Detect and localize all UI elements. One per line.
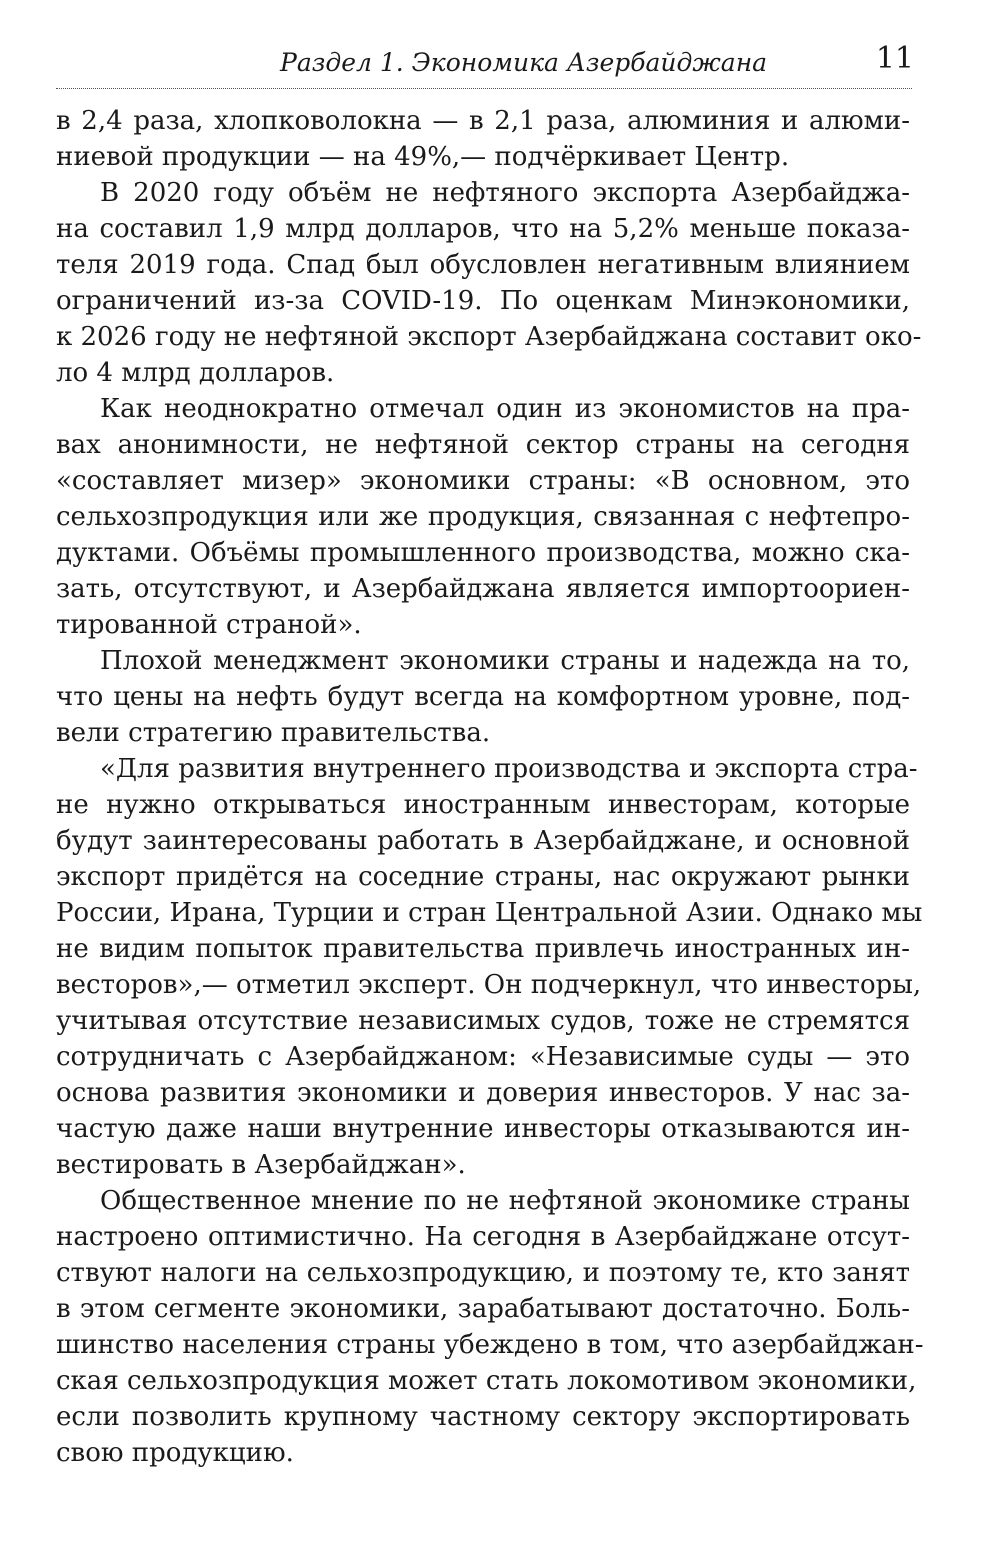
text-line: дуктами. Объёмы промышленного производства, можно ска- bbox=[56, 538, 910, 568]
text-line: не нужно открываться иностранным инвесторам, которые bbox=[56, 790, 910, 820]
text-line: вах анонимности, не нефтяной сектор страны на сегодня bbox=[56, 430, 910, 460]
paragraph bbox=[56, 391, 910, 643]
text-line: «Для развития внутреннего производства и экспорта стра- bbox=[100, 754, 918, 784]
text-line: настроено оптимистично. На сегодня в Азербайджане отсут- bbox=[56, 1222, 910, 1252]
text-line: Плохой менеджмент экономики страны и надежда на то, bbox=[100, 646, 910, 676]
paragraph bbox=[56, 751, 923, 1183]
paragraph bbox=[56, 103, 910, 175]
text-line: свою продукцию. bbox=[56, 1438, 294, 1468]
text-line: России, Ирана, Турции и стран Центральной Азии. Однако мы bbox=[56, 898, 923, 928]
text-line: не видим попыток правительства привлечь иностранных ин- bbox=[56, 934, 910, 964]
page-number: 11 bbox=[875, 41, 914, 76]
text-line: ло 4 млрд долларов. bbox=[56, 358, 335, 388]
text-line: зать, отсутствуют, и Азербайджана является импортоориен- bbox=[56, 574, 910, 604]
text-line: основа развития экономики и доверия инвесторов. У нас за- bbox=[56, 1078, 910, 1108]
body-text bbox=[56, 103, 924, 1471]
text-line: частую даже наши внутренние инвесторы отказываются ин- bbox=[56, 1114, 910, 1144]
text-line: в 2,4 раза, хлопковолокна — в 2,1 раза, алюминия и алюми- bbox=[56, 106, 910, 136]
text-line: В 2020 году объём не нефтяного экспорта Азербайджа- bbox=[100, 178, 910, 208]
text-line: учитывая отсутствие независимых судов, тоже не стремятся bbox=[56, 1006, 910, 1036]
text-line: ствуют налоги на сельхозпродукцию, и поэтому те, кто занят bbox=[56, 1258, 910, 1288]
text-line: сельхозпродукция или же продукция, связанная с нефтепро- bbox=[56, 502, 910, 532]
text-line: сотрудничать с Азербайджаном: «Независимые суды — это bbox=[56, 1042, 910, 1072]
text-line: Как неоднократно отмечал один из экономистов на пра- bbox=[100, 394, 910, 424]
section-title: Раздел 1. Экономика Азербайджана bbox=[280, 48, 768, 77]
text-line: ская сельхозпродукция может стать локомотивом экономики, bbox=[56, 1366, 917, 1396]
paragraph bbox=[56, 1183, 924, 1471]
text-line: вестировать в Азербайджан». bbox=[56, 1150, 466, 1180]
text-line: будут заинтересованы работать в Азербайджане, и основной bbox=[56, 826, 910, 856]
text-line: если позволить крупному частному сектору экспортировать bbox=[56, 1402, 910, 1432]
paragraph bbox=[56, 175, 922, 391]
text-line: тированной страной». bbox=[56, 610, 362, 640]
text-line: что цены на нефть будут всегда на комфортном уровне, под- bbox=[56, 682, 910, 712]
running-header bbox=[56, 36, 912, 89]
text-line: теля 2019 года. Спад был обусловлен негативным влиянием bbox=[56, 250, 910, 280]
text-line: экспорт придётся на соседние страны, нас окружают рынки bbox=[56, 862, 910, 892]
text-line: «составляет мизер» экономики страны: «В основном, это bbox=[56, 466, 910, 496]
text-line: ограничений из-за COVID-19. По оценкам Минэкономики, bbox=[56, 286, 910, 316]
text-line: в этом сегменте экономики, зарабатывают достаточно. Боль- bbox=[56, 1294, 910, 1324]
text-line: к 2026 году не нефтяной экспорт Азербайджана составит око- bbox=[56, 322, 922, 352]
paragraph bbox=[56, 643, 910, 751]
text-line: Общественное мнение по не нефтяной экономике страны bbox=[100, 1186, 910, 1216]
text-line: весторов»,— отметил эксперт. Он подчеркнул, что инвесторы, bbox=[56, 970, 922, 1000]
text-line: на составил 1,9 млрд долларов, что на 5,2% меньше показа- bbox=[56, 214, 910, 244]
text-line: шинство населения страны убеждено в том, что азербайджан- bbox=[56, 1330, 924, 1360]
text-line: вели стратегию правительства. bbox=[56, 718, 491, 748]
text-line: ниевой продукции — на 49%,— подчёркивает Центр. bbox=[56, 142, 790, 172]
